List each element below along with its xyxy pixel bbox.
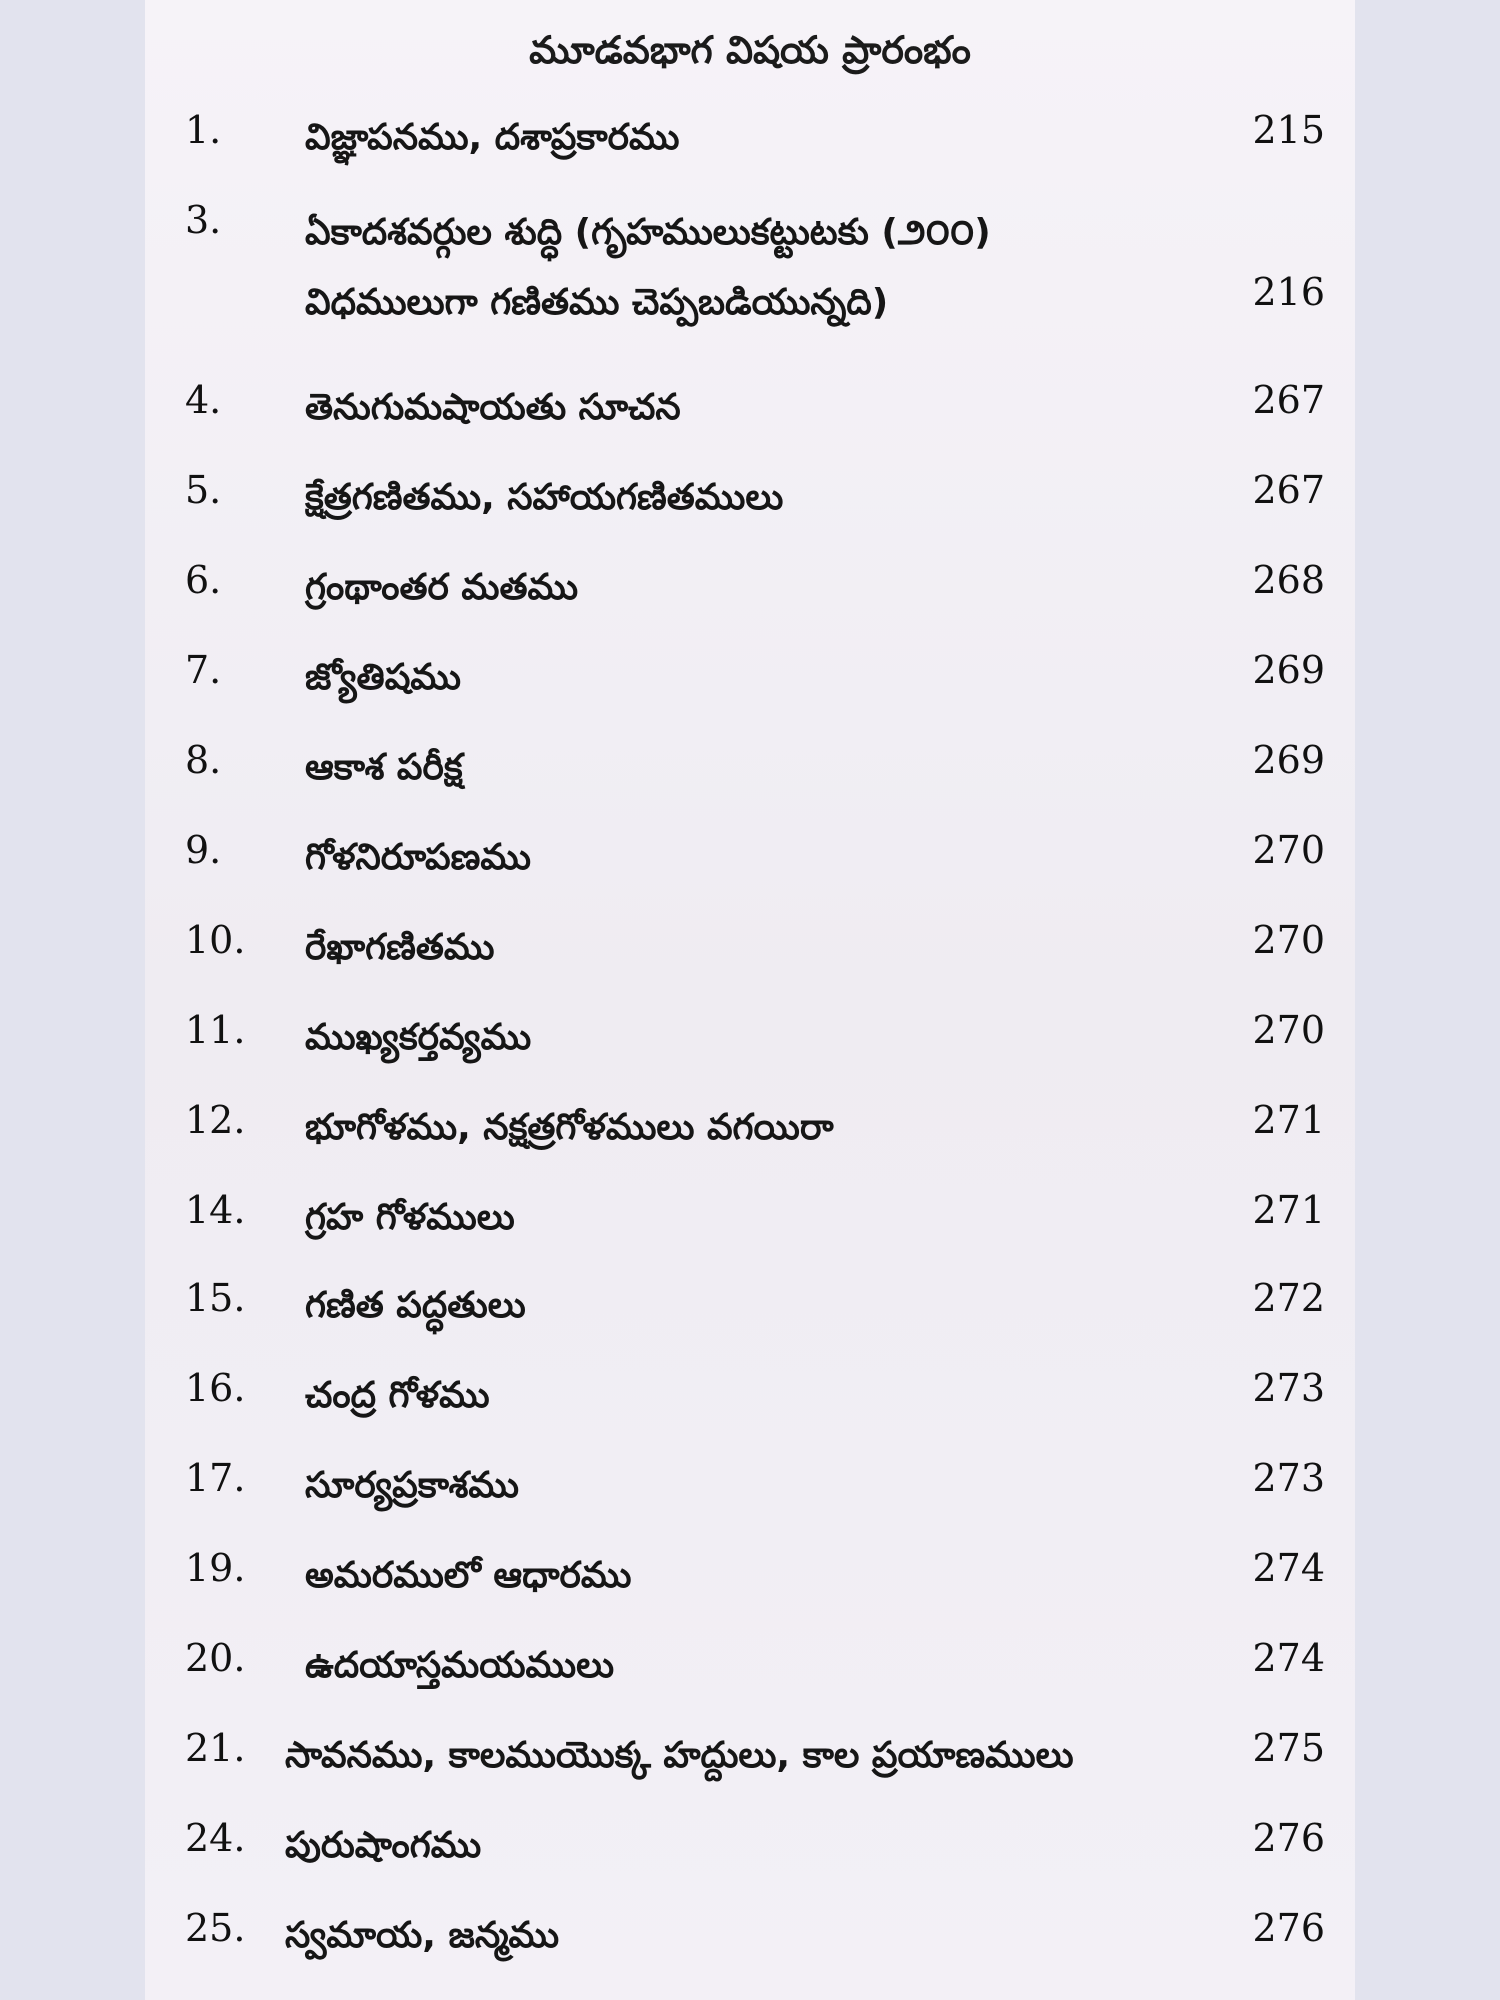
entry-title: సావనము, కాలముయొక్క హద్దులు, కాల ప్రయాణములు <box>285 1735 1074 1776</box>
entry-page-number: 272 <box>1252 1276 1325 1320</box>
toc-entry <box>145 1628 1355 1698</box>
entry-title: రేఖాగణితము <box>305 927 495 968</box>
entry-title: భూగోళము, నక్షత్రగోళములు వగయిరా <box>305 1107 834 1148</box>
entry-number: 11. <box>185 1008 246 1052</box>
entry-title: ఆకాశ పరీక్ష <box>305 747 463 788</box>
entry-page-number: 269 <box>1252 738 1325 782</box>
entry-number: 21. <box>185 1726 246 1770</box>
toc-entry <box>145 190 1355 323</box>
entry-title: గ్రహ గోళములు <box>305 1197 515 1238</box>
entry-title: సూర్యప్రకాశము <box>305 1465 519 1506</box>
entry-page-number: 268 <box>1252 558 1325 602</box>
left-margin <box>0 0 145 2000</box>
entry-number: 15. <box>185 1276 246 1320</box>
entry-title: గణిత పద్ధతులు <box>305 1285 526 1326</box>
entry-title: క్షేత్రగణితము, సహాయగణితములు <box>305 477 784 518</box>
entry-page-number: 269 <box>1252 648 1325 692</box>
toc-entry <box>145 730 1355 800</box>
toc-entry <box>145 1448 1355 1518</box>
toc-entry <box>145 1808 1355 1878</box>
book-page <box>145 0 1355 2000</box>
entry-page-number: 273 <box>1252 1366 1325 1410</box>
entry-number: 8. <box>185 738 222 782</box>
entry-title: అమరములో ఆధారము <box>305 1555 632 1596</box>
toc-entry <box>145 1898 1355 1968</box>
entry-title: గ్రంథాంతర మతము <box>305 567 579 608</box>
entry-number: 9. <box>185 828 222 872</box>
entry-page-number: 275 <box>1252 1726 1325 1770</box>
entry-title: ఏకాదశవర్గుల శుద్ధి (గృహములుకట్టుటకు (౨౦౦) విధములుగా గణితము చెప్పబడియున్నది) <box>305 212 991 323</box>
entry-title: తెనుగుమషాయతు సూచన <box>305 387 681 428</box>
entry-number: 25. <box>185 1906 246 1950</box>
entry-page-number: 271 <box>1252 1188 1325 1232</box>
toc-entry <box>145 1090 1355 1160</box>
toc-entry <box>145 370 1355 440</box>
entry-number: 10. <box>185 918 246 962</box>
entry-number: 24. <box>185 1816 246 1860</box>
entry-number: 3. <box>185 198 222 242</box>
entry-number: 20. <box>185 1636 246 1680</box>
entry-page-number: 273 <box>1252 1456 1325 1500</box>
entry-number: 19. <box>185 1546 246 1590</box>
entry-number: 17. <box>185 1456 246 1500</box>
entry-title: స్వమాయ, జన్మము <box>285 1915 560 1956</box>
entry-page-number: 216 <box>1252 270 1325 314</box>
entry-number: 6. <box>185 558 222 602</box>
entry-page-number: 276 <box>1252 1906 1325 1950</box>
entry-page-number: 276 <box>1252 1816 1325 1860</box>
entry-page-number: 267 <box>1252 468 1325 512</box>
toc-entry <box>145 640 1355 710</box>
toc-entry <box>145 910 1355 980</box>
entry-title: ఉదయాస్తమయములు <box>305 1645 615 1686</box>
entry-title: విజ్ఞాపనము, దశాప్రకారము <box>305 117 680 158</box>
entry-title: చంద్ర గోళము <box>305 1375 490 1416</box>
entry-number: 5. <box>185 468 222 512</box>
entry-page-number: 270 <box>1252 1008 1325 1052</box>
entry-title: జ్యోతిషము <box>305 657 461 698</box>
entry-page-number: 274 <box>1252 1546 1325 1590</box>
entry-page-number: 270 <box>1252 918 1325 962</box>
toc-entry <box>145 1538 1355 1608</box>
entry-title: ముఖ్యకర్తవ్యము <box>305 1017 532 1058</box>
entry-page-number: 274 <box>1252 1636 1325 1680</box>
entry-title: గోళనిరూపణము <box>305 837 531 878</box>
toc-entry <box>145 820 1355 890</box>
toc-entry <box>145 100 1355 170</box>
right-margin <box>1355 0 1500 2000</box>
entry-number: 7. <box>185 648 222 692</box>
toc-entry <box>145 1180 1355 1250</box>
entry-number: 16. <box>185 1366 246 1410</box>
toc-entry <box>145 1268 1355 1338</box>
page-title: మూడవభాగ విషయ ప్రారంభం <box>529 28 971 72</box>
entry-number: 4. <box>185 378 222 422</box>
toc-entry <box>145 1718 1355 1788</box>
toc-entry <box>145 1358 1355 1428</box>
entry-number: 12. <box>185 1098 246 1142</box>
entry-page-number: 270 <box>1252 828 1325 872</box>
entry-title: పురుషాంగము <box>285 1825 482 1866</box>
entry-page-number: 215 <box>1252 108 1325 152</box>
entry-page-number: 271 <box>1252 1098 1325 1142</box>
entry-number: 14. <box>185 1188 246 1232</box>
toc-entry <box>145 460 1355 530</box>
toc-entry <box>145 1000 1355 1070</box>
entry-page-number: 267 <box>1252 378 1325 422</box>
toc-entry <box>145 550 1355 620</box>
entry-number: 1. <box>185 108 222 152</box>
